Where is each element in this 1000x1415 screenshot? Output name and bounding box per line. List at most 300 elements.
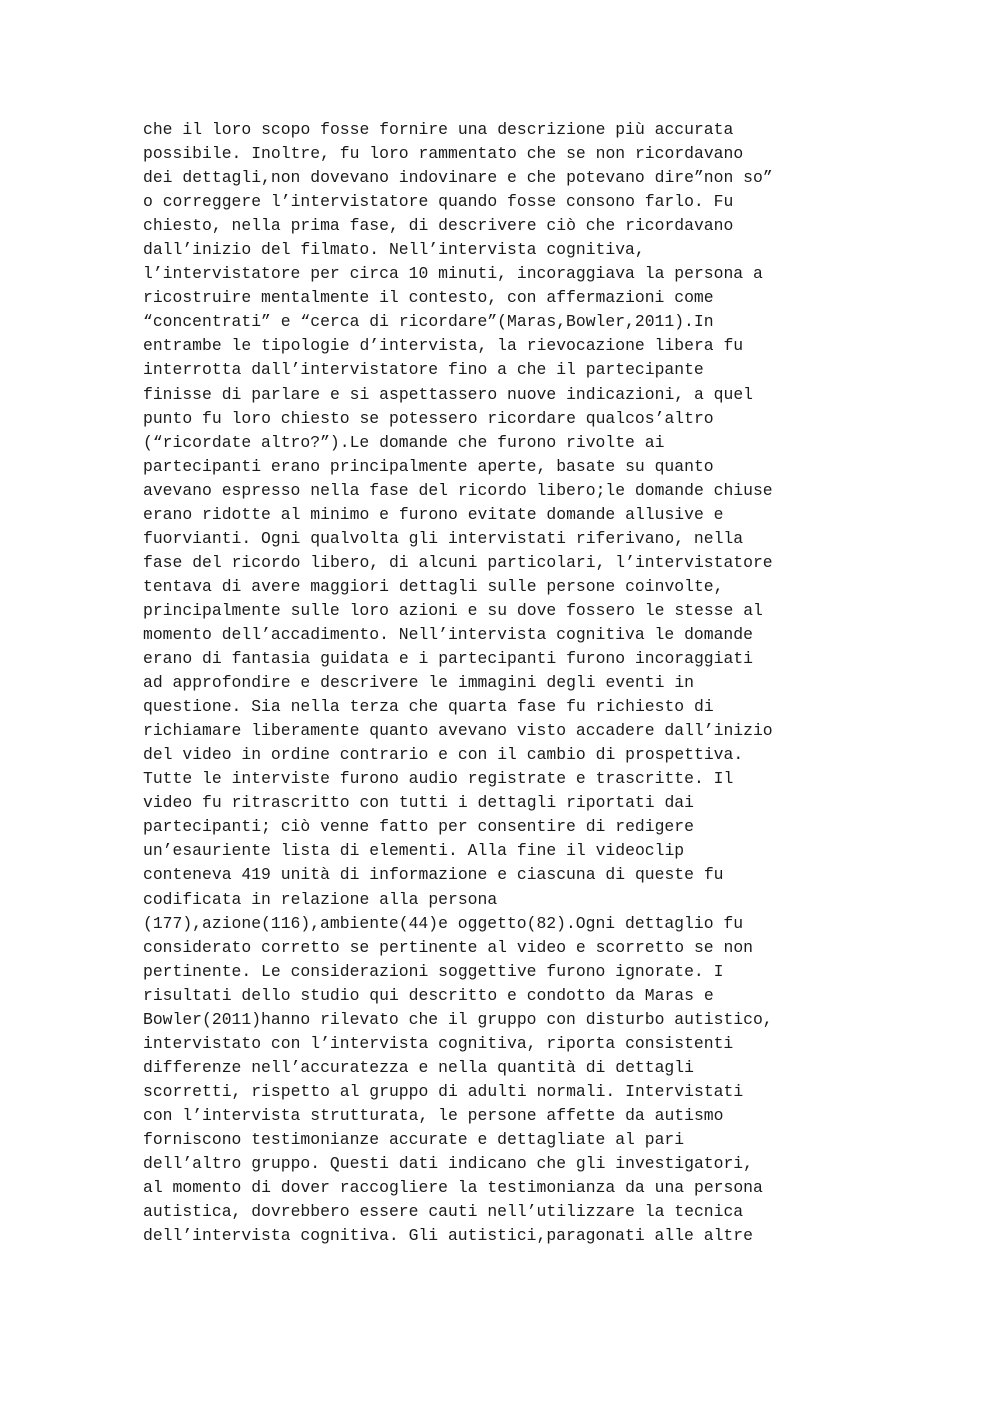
word: nell’utilizzare <box>487 1202 635 1222</box>
word: partecipante <box>585 360 704 380</box>
word: di <box>221 384 242 404</box>
word: 10 <box>408 264 429 284</box>
word: “cerca <box>300 312 360 332</box>
word: e <box>280 312 291 332</box>
word: soggettive <box>438 961 537 981</box>
word: testimonianza <box>487 1178 616 1198</box>
word: al <box>280 504 301 524</box>
word: e <box>300 673 311 693</box>
word: fu <box>723 913 744 933</box>
word: strutturata, <box>310 1105 429 1125</box>
word: di <box>605 865 626 885</box>
word: registrate <box>467 769 567 789</box>
word: corretto <box>261 937 340 957</box>
word: l’intervista <box>310 1033 429 1053</box>
text-line <box>143 527 857 551</box>
word: il <box>497 745 517 765</box>
word: persona <box>674 264 744 284</box>
word: nella <box>231 216 281 236</box>
word: fase, <box>349 216 399 236</box>
word: che <box>408 1009 439 1029</box>
word: di <box>693 697 714 717</box>
word: e <box>575 769 586 789</box>
word: di <box>339 865 360 885</box>
word: che <box>585 216 616 236</box>
word: dovrebbero <box>251 1202 350 1222</box>
word: coinvolte, <box>625 576 724 596</box>
word: trascritte. <box>595 769 704 789</box>
word: nella <box>290 697 340 717</box>
word: particolari, <box>487 552 606 572</box>
word: fu <box>339 144 360 164</box>
word: di <box>221 576 242 596</box>
word: fu <box>202 408 222 428</box>
word: fornire <box>379 120 449 139</box>
word: richiamare <box>143 721 242 741</box>
text-line <box>143 888 857 912</box>
word: “concentrati” <box>143 312 271 332</box>
text-line <box>143 695 857 719</box>
word: finisse <box>143 384 212 404</box>
word: intervistati <box>447 528 567 548</box>
word: Intervistati <box>625 1081 744 1101</box>
word: tutti <box>398 793 448 813</box>
word: autismo <box>654 1105 724 1125</box>
word: cognitiva <box>556 624 645 644</box>
word: erano <box>143 649 193 669</box>
word: di <box>595 745 616 765</box>
word: i <box>457 793 468 813</box>
word: normali. <box>536 1081 616 1101</box>
word: le <box>644 600 665 620</box>
word: potessero <box>389 408 478 428</box>
word: ricordare <box>487 408 576 428</box>
word: e <box>507 985 517 1005</box>
text-line <box>143 1104 857 1128</box>
text-line <box>143 238 857 262</box>
word: pertinente. <box>143 961 252 981</box>
word: forniscono <box>143 1129 242 1149</box>
word: ai <box>644 432 665 452</box>
body-text <box>143 118 857 1248</box>
word: libero, <box>310 552 380 572</box>
text-line <box>143 358 857 382</box>
text-line <box>143 839 857 863</box>
word: testimonianze <box>251 1129 380 1149</box>
word: partecipanti <box>143 456 262 476</box>
word: dettagli,non <box>182 168 301 188</box>
word: o <box>143 192 153 212</box>
text-line <box>143 863 857 887</box>
text-line <box>143 1032 857 1056</box>
word: affermazioni <box>546 288 665 308</box>
text-line <box>143 791 857 815</box>
word: Tutte <box>143 769 193 789</box>
word: le <box>231 336 252 356</box>
word: libero;le <box>536 480 626 500</box>
text-line <box>143 623 857 647</box>
word: partecipanti <box>438 649 557 669</box>
word: Ogni <box>261 528 301 548</box>
word: contesto, <box>408 288 498 308</box>
text-line <box>143 479 857 503</box>
text-line <box>143 1176 857 1200</box>
text-line <box>143 743 857 767</box>
word: una <box>457 120 488 139</box>
word: al <box>743 600 763 620</box>
word: con <box>507 288 537 308</box>
word: per <box>310 264 340 284</box>
word: cognitiva. <box>300 1226 399 1246</box>
word: dettagli <box>615 1057 694 1077</box>
word: di <box>369 312 389 332</box>
word: Bowler(2011)hanno <box>143 1009 311 1029</box>
word: le <box>428 673 449 693</box>
word: ordine <box>270 745 330 765</box>
word: in <box>674 673 694 693</box>
word: di <box>202 649 222 669</box>
word: allusive <box>625 504 704 524</box>
word: chiesto, <box>143 216 222 236</box>
word: scorretti, <box>143 1081 242 1101</box>
word: ridotte <box>202 504 271 524</box>
word: Nell’intervista <box>388 240 537 260</box>
word: persona <box>428 889 498 909</box>
word: liberamente <box>251 721 360 741</box>
word: non <box>595 144 626 164</box>
word: rilevato <box>320 1009 399 1029</box>
word: di <box>408 216 429 236</box>
word: tipologie <box>261 336 350 356</box>
word: di <box>438 1081 458 1101</box>
word: (177),azione(116),ambiente(44)e <box>143 913 448 933</box>
text-line <box>143 1128 857 1152</box>
word: sulle <box>290 600 340 620</box>
word: fu <box>723 336 744 356</box>
word: dettaglio <box>625 913 714 933</box>
word: momento <box>143 624 212 644</box>
word: di <box>585 1057 606 1077</box>
word: potevano <box>566 168 645 188</box>
word: rispetto <box>251 1081 330 1101</box>
word: la <box>457 1178 478 1198</box>
word: Le <box>261 961 281 981</box>
word: i <box>418 649 429 669</box>
text-line <box>143 286 857 310</box>
word: Nell’intervista <box>398 624 547 644</box>
word: consistenti <box>625 1033 734 1053</box>
word: il <box>556 360 576 380</box>
word: domande <box>546 504 616 524</box>
word: descrivere <box>438 216 537 236</box>
word: queste <box>634 865 694 885</box>
text-line <box>143 647 857 671</box>
word: dettagli <box>398 576 478 596</box>
word: ciò <box>546 216 576 236</box>
word: contrario <box>339 745 429 765</box>
word: del <box>261 240 291 260</box>
word: a <box>693 384 704 404</box>
word: pertinente <box>379 937 478 957</box>
text-line <box>143 455 857 479</box>
word: ad <box>143 673 163 693</box>
word: scorretto <box>595 937 685 957</box>
word: dai <box>664 793 694 813</box>
word: la <box>497 336 517 356</box>
text-line <box>143 1224 857 1248</box>
word: dettagliate <box>497 1129 606 1149</box>
word: risultati <box>143 985 232 1005</box>
word: descrizione <box>497 120 606 139</box>
word: disturbo <box>585 1009 665 1029</box>
word: ciascuna <box>516 865 596 885</box>
word: in <box>241 745 262 765</box>
word: scopo <box>261 120 311 139</box>
word: se <box>359 408 380 428</box>
word: pari <box>644 1129 685 1149</box>
word: al <box>143 1178 163 1198</box>
word: visto <box>516 721 567 741</box>
word: furono <box>339 769 399 789</box>
word: nell’accuratezza <box>251 1057 409 1077</box>
word: da <box>625 1178 645 1198</box>
word: qui <box>369 985 399 1005</box>
word: per <box>438 817 468 837</box>
word: gruppo <box>477 1009 537 1029</box>
word: e <box>379 504 389 524</box>
word: qualcos’altro <box>585 408 714 428</box>
word: Gli <box>408 1226 439 1246</box>
word: Inoltre, <box>251 144 330 164</box>
word: questione. <box>143 697 242 717</box>
word: filmato. <box>300 240 380 260</box>
word: dall’intervistatore <box>251 360 439 380</box>
word: che <box>516 360 547 380</box>
word: nella <box>310 480 360 500</box>
word: accurate <box>388 1129 468 1149</box>
word: incoraggiava <box>516 264 635 284</box>
word: rievocazione <box>526 336 645 356</box>
word: accurata <box>654 120 734 139</box>
word: codificata <box>143 889 242 909</box>
word: del <box>418 480 448 500</box>
word: ricordo <box>231 552 301 572</box>
word: partecipanti; <box>143 817 271 837</box>
word: fase <box>369 480 409 500</box>
word: da <box>615 985 635 1005</box>
word: dall’inizio <box>143 240 252 260</box>
word: richiesto <box>595 697 685 717</box>
word: condotto <box>526 985 606 1005</box>
word: di <box>585 817 606 837</box>
word: incoraggiati <box>634 649 753 669</box>
word: tecnica <box>674 1202 744 1222</box>
word: domande <box>684 624 753 644</box>
word: dell’altro <box>143 1154 242 1174</box>
word: espresso <box>221 480 301 500</box>
text-line <box>143 1056 857 1080</box>
word: possibile. <box>143 144 242 164</box>
text-line <box>143 214 857 238</box>
word: redigere <box>615 817 694 837</box>
word: (“ricordate <box>143 432 252 452</box>
word: e <box>477 1129 488 1149</box>
word: al <box>615 1129 635 1149</box>
word: non <box>723 937 754 957</box>
text-line <box>143 310 857 334</box>
word: rammentato <box>418 144 517 164</box>
word: in <box>251 889 271 909</box>
word: maggiori <box>310 576 389 596</box>
word: e <box>398 649 409 669</box>
word: chiuse <box>713 480 773 500</box>
word: il <box>182 120 203 139</box>
word: Sia <box>251 697 281 717</box>
word: dei <box>143 168 173 188</box>
word: e <box>713 504 724 524</box>
text-line <box>143 334 857 358</box>
word: consono <box>566 192 635 212</box>
word: cambio <box>526 745 586 765</box>
word: principalmente <box>143 600 281 620</box>
text-line <box>143 1008 857 1032</box>
word: fino <box>447 360 488 380</box>
word: quanto <box>369 721 429 741</box>
word: furono <box>398 504 458 524</box>
text-line <box>143 719 857 743</box>
word: fase <box>516 697 557 717</box>
word: terza <box>349 697 399 717</box>
word: gli <box>408 528 439 548</box>
word: che <box>408 697 439 717</box>
word: lista <box>280 841 330 861</box>
word: avere <box>251 576 301 596</box>
text-line <box>143 767 857 791</box>
word: riferivano, <box>575 528 685 548</box>
word: fosse <box>320 120 370 139</box>
word: azioni <box>398 600 458 620</box>
word: al <box>487 937 508 957</box>
word: e <box>329 384 340 404</box>
word: a <box>497 360 507 380</box>
text-line <box>143 166 857 190</box>
word: riporta <box>546 1033 616 1053</box>
word: quando <box>438 192 498 212</box>
word: loro <box>369 144 409 164</box>
word: degli <box>546 673 596 693</box>
word: principalmente <box>329 456 468 476</box>
word: ritrascritto <box>231 793 350 813</box>
word: ricordare”(Maras,Bowler,2011).In <box>398 312 714 332</box>
word: minuti, <box>438 264 508 284</box>
word: quanto <box>654 456 714 476</box>
word: nella <box>438 1057 488 1077</box>
word: alla <box>379 889 419 909</box>
word: le <box>438 1105 458 1125</box>
word: unità <box>280 865 330 885</box>
word: del <box>192 552 222 572</box>
word: da <box>625 1105 645 1125</box>
word: venne <box>320 817 370 837</box>
text-line <box>143 599 857 623</box>
word: la <box>644 1202 665 1222</box>
word: e <box>703 985 714 1005</box>
text-line <box>143 551 857 575</box>
word: l’intervistatore <box>615 552 773 572</box>
word: furono <box>566 649 626 669</box>
word: se <box>566 144 586 164</box>
word: cognitiva, <box>438 1033 537 1053</box>
word: se <box>693 937 714 957</box>
word: domande <box>379 432 448 452</box>
word: al <box>339 1081 360 1101</box>
word: immagini <box>457 673 537 693</box>
word: la <box>644 264 665 284</box>
word: Il <box>713 769 734 789</box>
word: indicazioni, <box>566 384 685 404</box>
word: audio <box>408 769 458 789</box>
word: erano <box>270 456 321 476</box>
word: che <box>526 144 557 164</box>
text-line <box>143 1200 857 1224</box>
word: nella <box>693 528 744 548</box>
word: che <box>457 432 488 452</box>
word: che <box>536 1154 567 1174</box>
word: di <box>251 1178 271 1198</box>
word: fase <box>143 552 183 572</box>
word: ricostruire <box>143 288 252 308</box>
word: quarta <box>448 697 508 717</box>
word: video <box>143 793 193 813</box>
word: alcuni <box>418 552 478 572</box>
text-line <box>143 575 857 599</box>
word: video <box>182 745 232 765</box>
word: intervistato <box>143 1033 262 1053</box>
word: rivolte <box>566 432 635 452</box>
word: descrivere <box>320 673 419 693</box>
word: Questi <box>329 1154 389 1174</box>
text-line <box>143 262 857 286</box>
word: tentava <box>143 576 212 596</box>
text-line <box>143 142 857 166</box>
word: interviste <box>231 769 330 789</box>
word: e <box>575 937 586 957</box>
word: il <box>379 288 399 308</box>
text-line <box>143 407 857 431</box>
text-line <box>143 671 857 695</box>
word: le <box>654 624 675 644</box>
word: I <box>713 961 724 981</box>
word: persona <box>693 1178 763 1198</box>
text-line <box>143 984 857 1008</box>
word: Fu <box>713 192 734 212</box>
word: dettagli <box>477 793 557 813</box>
word: l’intervista <box>182 1105 301 1125</box>
word: consentire <box>477 817 576 837</box>
word: cognitiva, <box>546 240 645 260</box>
word: su <box>625 456 645 476</box>
word: video <box>516 937 567 957</box>
word: un’esauriente <box>143 841 271 861</box>
word: fatto <box>379 817 429 837</box>
word: gruppo <box>369 1081 429 1101</box>
word: gruppo. <box>251 1154 321 1174</box>
word: Alla <box>467 841 508 861</box>
word: su <box>487 600 508 620</box>
word: altre <box>703 1226 753 1246</box>
text-line <box>143 503 857 527</box>
word: minimo <box>310 504 370 524</box>
